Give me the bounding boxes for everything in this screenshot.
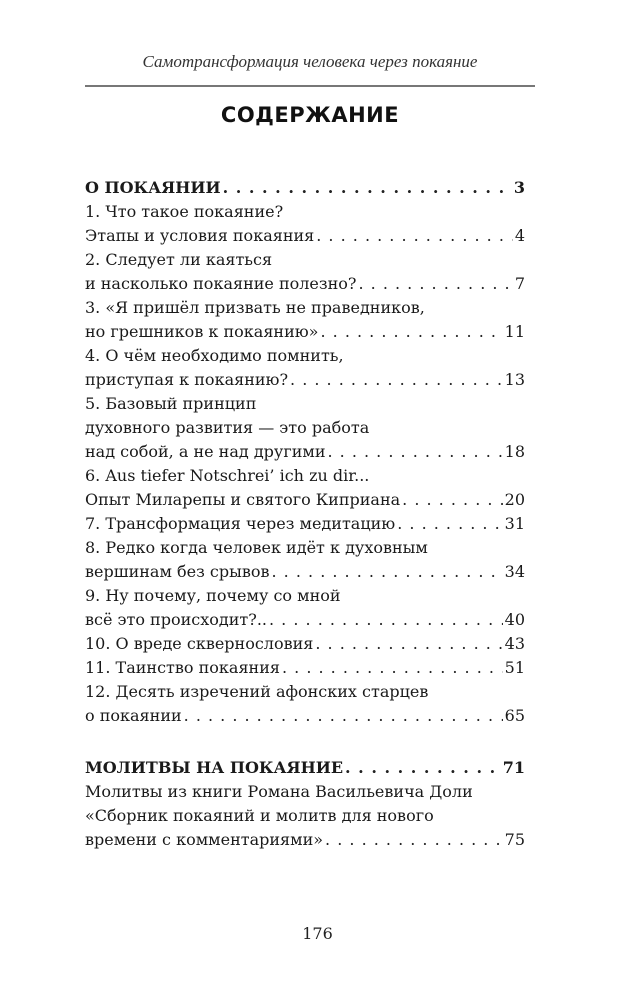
toc-dot-leader <box>315 632 502 656</box>
toc-dot-leader <box>184 704 503 728</box>
toc-entry-text: 11. Таинство покаяния <box>85 658 280 677</box>
toc-entry <box>85 780 525 852</box>
toc-entry-line <box>85 512 525 536</box>
toc-dot-leader <box>325 828 503 852</box>
toc-entry <box>85 344 525 392</box>
toc-entry-text: над собой, а не над другими <box>85 442 326 461</box>
toc-entry-text: 4. О чём необходимо помнить, <box>85 346 344 365</box>
toc-section-entry <box>85 176 525 200</box>
toc-page-number: 3 <box>513 178 525 197</box>
toc-entry-line <box>85 272 525 296</box>
toc-section-entry <box>85 756 525 780</box>
toc-page-number: 40 <box>504 610 525 629</box>
toc-entry-text: Опыт Миларепы и святого Киприана <box>85 490 401 509</box>
toc-entry-text: 9. Ну почему, почему со мной <box>85 586 341 605</box>
toc-dot-leader <box>320 320 502 344</box>
toc-entry <box>85 680 525 728</box>
toc-entry-line <box>85 680 525 704</box>
toc-page-number: 34 <box>504 562 525 581</box>
toc-page-number: 11 <box>504 322 525 341</box>
toc-page-number: 75 <box>504 830 525 849</box>
toc-entry-line <box>85 416 525 440</box>
toc-entry-line <box>85 440 525 464</box>
toc-entry <box>85 656 525 680</box>
toc-entry-text: времени с комментариями» <box>85 830 324 849</box>
toc-dot-leader <box>345 756 501 780</box>
toc-entry-text: и насколько покаяние полезно? <box>85 274 357 293</box>
toc-entry <box>85 632 525 656</box>
toc-entry-line <box>85 704 525 728</box>
toc-entry-line <box>85 248 525 272</box>
toc-page-number: 4 <box>514 226 525 245</box>
toc-entry-line <box>85 368 525 392</box>
running-header: Самотрансформация человека через покаяние <box>142 52 478 71</box>
toc-entry-line <box>85 536 525 560</box>
header-rule <box>85 85 535 87</box>
toc-entry <box>85 584 525 632</box>
toc-entry-text: «Сборник покаяний и молитв для нового <box>85 806 434 825</box>
toc-entry-text: духовного развития — это работа <box>85 418 370 437</box>
toc-entry-text: приступая к покаянию? <box>85 370 289 389</box>
toc-entry-line <box>85 560 525 584</box>
toc-entry-text: о покаянии <box>85 706 182 725</box>
toc-entry-text: вершинам без срывов <box>85 562 270 581</box>
toc-entry-line <box>85 224 525 248</box>
toc-dot-leader <box>397 512 502 536</box>
toc-entry <box>85 200 525 248</box>
toc-dot-leader <box>269 608 503 632</box>
toc-entry-text: 8. Редко когда человек идёт к духовным <box>85 538 428 557</box>
toc-entry-text: 12. Десять изречений афонских старцев <box>85 682 429 701</box>
toc-page-number: 18 <box>504 442 525 461</box>
toc-dot-leader <box>327 440 502 464</box>
toc-entry <box>85 536 525 584</box>
toc-entry-line <box>85 608 525 632</box>
page-number: 176 <box>302 924 333 943</box>
toc-page-number: 13 <box>504 370 525 389</box>
toc-entry-text: 2. Следует ли каяться <box>85 250 273 269</box>
toc-entry <box>85 248 525 296</box>
toc-title: СОДЕРЖАНИЕ <box>220 103 400 127</box>
toc-dot-leader <box>358 272 512 296</box>
toc-entry-line <box>85 344 525 368</box>
toc-entry <box>85 392 525 464</box>
toc-dot-leader <box>272 560 503 584</box>
toc-dot-leader <box>316 224 513 248</box>
toc-dot-leader <box>290 368 503 392</box>
toc-entry-text: 3. «Я пришёл призвать не праведников, <box>85 298 425 317</box>
toc-dot-leader <box>282 656 503 680</box>
toc-page-number: 7 <box>514 274 525 293</box>
toc-dot-leader <box>223 176 512 200</box>
toc-entry-line <box>85 176 525 200</box>
toc-dot-leader <box>402 488 502 512</box>
toc-page-number: 20 <box>504 490 525 509</box>
toc-entry-line <box>85 320 525 344</box>
toc-entry <box>85 512 525 536</box>
toc-entry-line <box>85 656 525 680</box>
toc-entry-line <box>85 584 525 608</box>
toc-entry-line <box>85 392 525 416</box>
toc-entry-text: 1. Что такое покаяние? <box>85 202 284 221</box>
toc-entry-line <box>85 756 525 780</box>
toc-entry-line <box>85 632 525 656</box>
toc-entry-text: 10. О вреде сквернословия <box>85 634 314 653</box>
toc-entry-text: 6. Aus tiefer Notschrei’ ich zu dir... <box>85 466 370 485</box>
toc-entry-line <box>85 780 525 804</box>
toc-entry-text: 5. Базовый принцип <box>85 394 257 413</box>
toc-entry-line <box>85 828 525 852</box>
toc-entry-text: но грешников к покаянию» <box>85 322 319 341</box>
toc-entry-line <box>85 200 525 224</box>
toc-page-number: 43 <box>504 634 525 653</box>
toc-entry-line <box>85 464 525 488</box>
toc-entry-text: Молитвы из книги Романа Васильевича Доли <box>85 782 473 801</box>
toc-entry-text: Этапы и условия покаяния <box>85 226 315 245</box>
toc-entry-text: всё это происходит?.. <box>85 610 267 629</box>
table-of-contents <box>85 176 525 852</box>
toc-page-number: 31 <box>504 514 525 533</box>
toc-entry-text: 7. Трансформация через медитацию <box>85 514 396 533</box>
toc-entry <box>85 464 525 512</box>
toc-entry <box>85 296 525 344</box>
toc-entry-line <box>85 296 525 320</box>
toc-entry-line <box>85 488 525 512</box>
toc-page-number: 71 <box>502 758 525 777</box>
toc-page-number: 65 <box>504 706 525 725</box>
toc-entry-line <box>85 804 525 828</box>
toc-entry-text: МОЛИТВЫ НА ПОКАЯНИЕ <box>85 758 344 777</box>
toc-entry-text: О ПОКАЯНИИ <box>85 178 221 197</box>
toc-page-number: 51 <box>504 658 525 677</box>
